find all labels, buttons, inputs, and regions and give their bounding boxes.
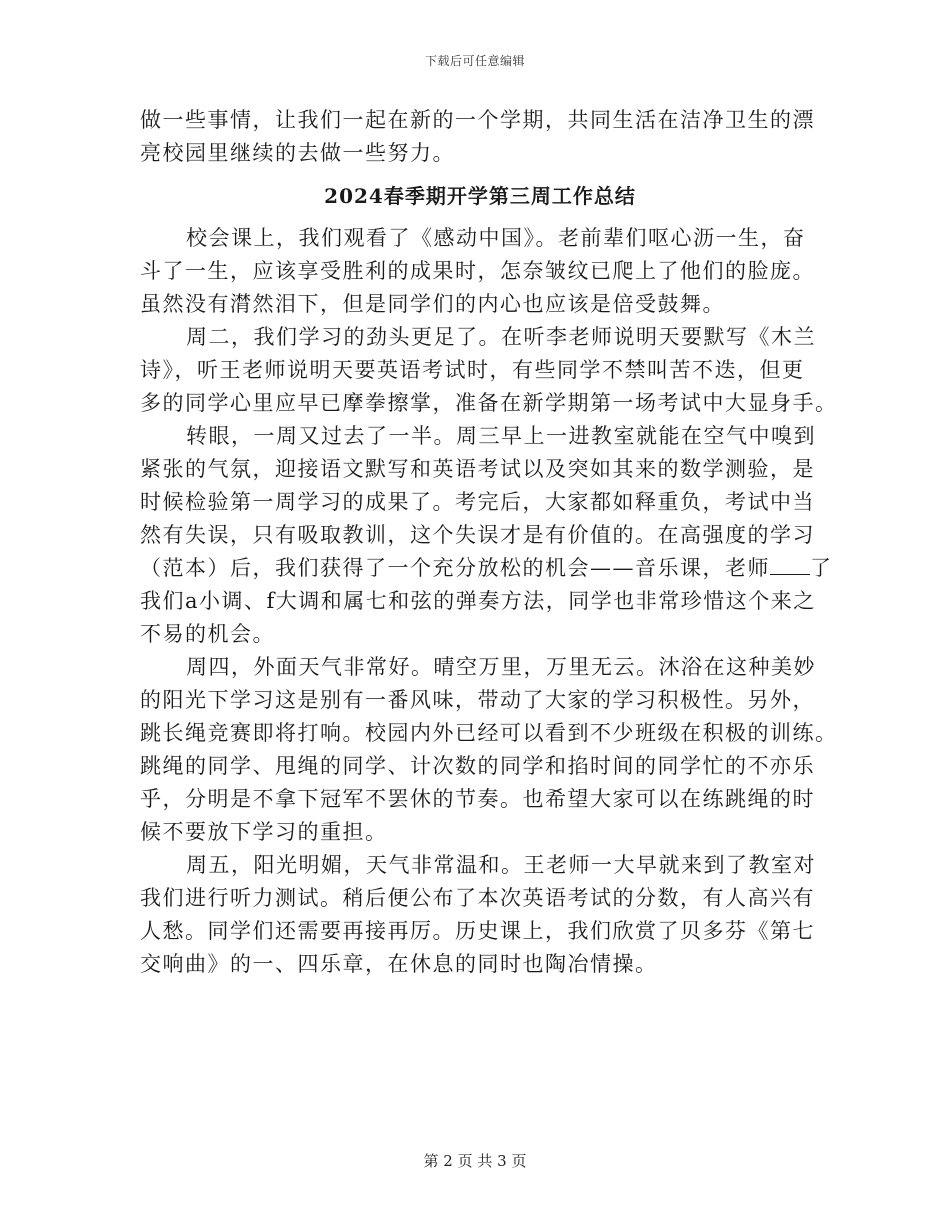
document-title: 2024春季期开学第三周工作总结 — [324, 184, 636, 208]
paragraph-line: 的阳光下学习这是别有一番风味，带动了大家的学习积极性。另外， — [140, 688, 815, 712]
paragraph-line: 我们a小调、f大调和属七和弦的弹奏方法，同学也非常珍惜这个来之 — [140, 589, 816, 613]
paragraph-line-text: （范本）后，我们获得了一个充分放松的机会——音乐课，老师 — [140, 556, 770, 580]
paragraph-line: 多的同学心里应早已摩拳擦掌，准备在新学期第一场考试中大显身手。 — [140, 391, 838, 415]
page-header-note: 下载后可任意编辑 — [424, 54, 525, 68]
paragraph-line: 时候检验第一周学习的成果了。考完后，大家都如释重负，考试中当 — [140, 490, 815, 514]
paragraph-line: 跳长绳竞赛即将打响。校园内外已经可以看到不少班级在积极的训练。 — [140, 721, 838, 745]
paragraph-line: 校会课上，我们观看了《感动中国》。老前辈们呕心沥一生，奋 — [186, 226, 806, 250]
paragraph-line: 周二，我们学习的劲头更足了。在听李老师说明天要默写《木兰 — [186, 325, 816, 349]
paragraph-line: 然有失误，只有吸取教训，这个失误才是有价值的。在高强度的学习 — [140, 523, 815, 547]
paragraph-line: 周四，外面天气非常好。晴空万里，万里无云。沐浴在这种美妙 — [186, 655, 816, 679]
paragraph-line: 交响曲》的一、四乐章，在休息的同时也陶冶情操。 — [140, 952, 658, 976]
paragraph-1 — [140, 222, 820, 321]
continuation-line: 亮校园里继续的去做一些努力。 — [140, 141, 455, 165]
page-number: 第 2 页 共 3 页 — [423, 1152, 527, 1170]
continuation-line: 做一些事情，让我们一起在新的一个学期，共同生活在洁净卫生的漂 — [140, 108, 815, 132]
paragraph-line: 转眼，一周又过去了一半。周三早上一进教室就能在空气中嗅到 — [186, 424, 816, 448]
paragraph-line: 不易的机会。 — [140, 622, 275, 646]
paragraph-line: 斗了一生，应该享受胜利的成果时，怎奈皱纹已爬上了他们的脸庞。 — [140, 259, 815, 283]
paragraph-5 — [140, 849, 820, 981]
paragraph-2 — [140, 321, 838, 420]
paragraph-line: 诗》，听王老师说明天要英语考试时，有些同学不禁叫苦不迭，但更 — [140, 358, 805, 382]
paragraph-line-with-blank — [140, 552, 833, 585]
document-body — [140, 104, 838, 981]
paragraph-4 — [140, 651, 838, 849]
paragraph-line: 紧张的气氛，迎接语文默写和英语考试以及突如其来的数学测验，是 — [140, 457, 815, 481]
fill-in-blank — [770, 554, 810, 575]
paragraph-line: 虽然没有潸然泪下，但是同学们的内心也应该是倍受鼓舞。 — [140, 292, 725, 316]
paragraph-3 — [140, 420, 833, 651]
paragraph-line: 跳绳的同学、甩绳的同学、计次数的同学和掐时间的同学忙的不亦乐 — [140, 754, 815, 778]
paragraph-line: 候不要放下学习的重担。 — [140, 820, 388, 844]
paragraph-line: 周五，阳光明媚，天气非常温和。王老师一大早就来到了教室对 — [186, 853, 816, 877]
paragraph-line: 我们进行听力测试。稍后便公布了本次英语考试的分数，有人高兴有 — [140, 886, 815, 910]
blank-suffix: 了 — [810, 556, 833, 580]
paragraph-line: 乎，分明是不拿下冠军不罢休的节奏。也希望大家可以在练跳绳的时 — [140, 787, 815, 811]
paragraph-line: 人愁。同学们还需要再接再厉。历史课上，我们欣赏了贝多芬《第七 — [140, 919, 815, 943]
